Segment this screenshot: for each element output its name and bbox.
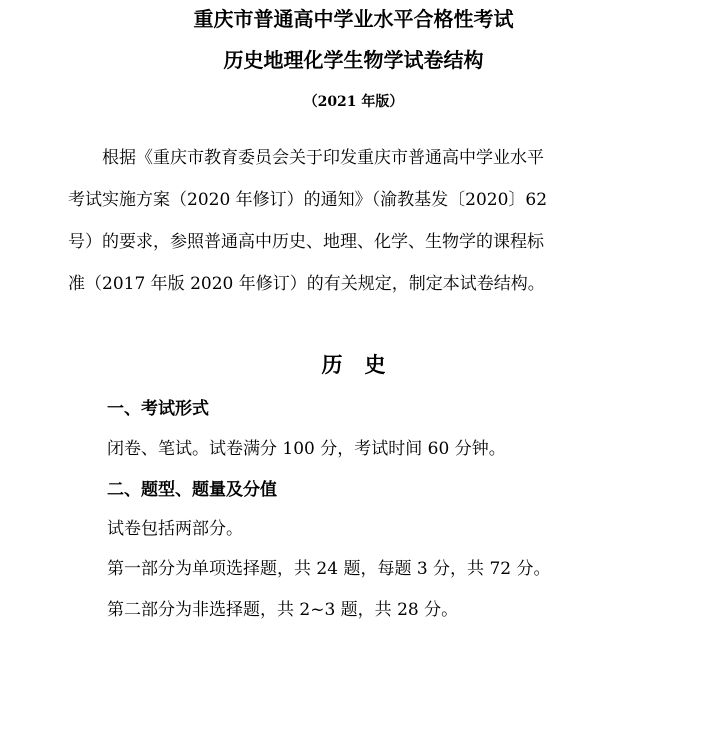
intro-line-4: 准（2017 年版 2020 年修订）的有关规定，制定本试卷结构。 bbox=[68, 274, 545, 294]
section-title-history: 历史 bbox=[321, 352, 408, 377]
part-two-text: 第二部分为非选择题，共 2~3 题，共 28 分。 bbox=[107, 600, 459, 620]
document-title-line1: 重庆市普通高中学业水平合格性考试 bbox=[193, 7, 514, 31]
part-one-text: 第一部分为单项选择题，共 24 题，每题 3 分，共 72 分。 bbox=[107, 559, 551, 579]
paper-parts-text: 试卷包括两部分。 bbox=[107, 519, 243, 539]
heading-exam-format: 一、考试形式 bbox=[107, 399, 209, 419]
intro-line-3: 号）的要求，参照普通高中历史、地理、化学、生物学的课程标 bbox=[68, 232, 544, 252]
document-edition: （2021 年版） bbox=[303, 94, 404, 110]
intro-paragraph bbox=[68, 137, 628, 305]
document-title-line2: 历史地理化学生物学试卷结构 bbox=[223, 48, 484, 72]
intro-line-1: 根据《重庆市教育委员会关于印发重庆市普通高中学业水平 bbox=[102, 148, 544, 168]
heading-question-types: 二、题型、题量及分值 bbox=[107, 480, 277, 500]
exam-format-text: 闭卷、笔试。试卷满分 100 分，考试时间 60 分钟。 bbox=[107, 439, 506, 459]
intro-line-2: 考试实施方案（2020 年修订）的通知》（渝教基发〔2020〕62 bbox=[68, 190, 548, 210]
